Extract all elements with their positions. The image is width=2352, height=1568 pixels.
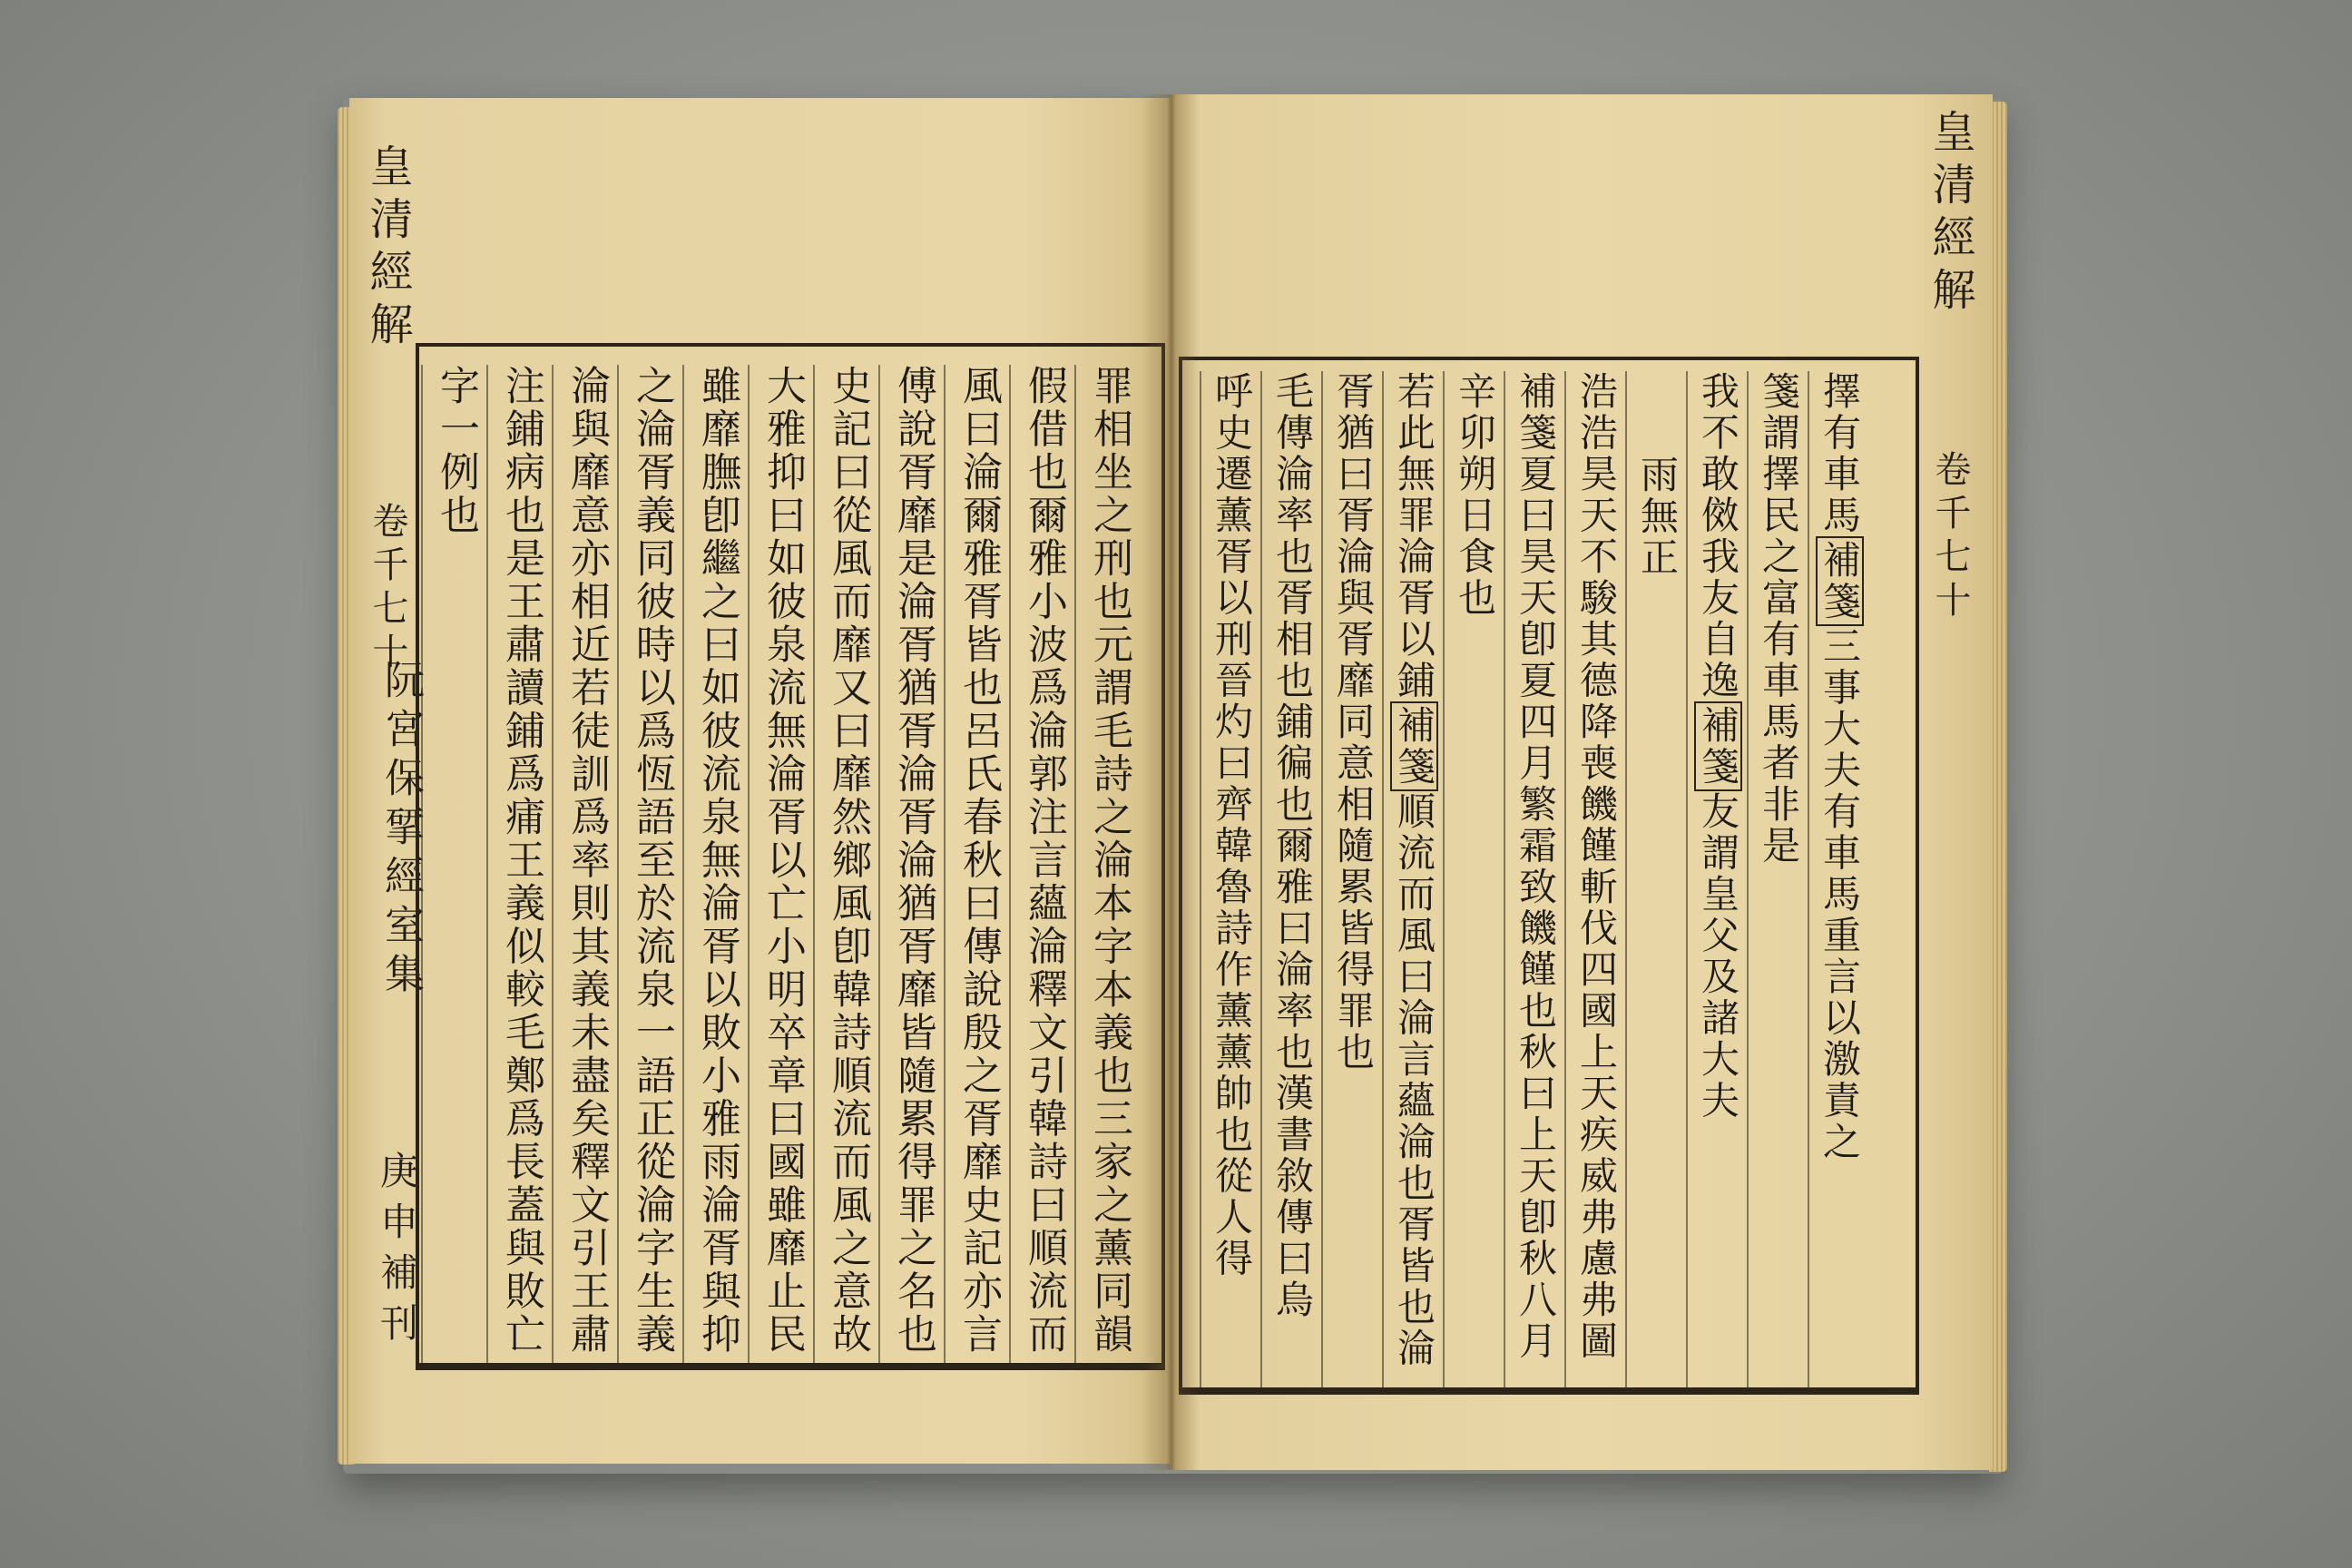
text-segment: 注鋪病也是王肅讀鋪爲痡王義似較毛鄭爲長蓋與敗亡 <box>498 365 544 1357</box>
text-segment: 我不敢傚我友自逸 <box>1696 371 1740 701</box>
text-segment: 假借也爾雅小波爲淪郭注言蘊淪釋文引韓詩曰順流而 <box>1021 365 1067 1357</box>
text-segment: 三事大夫有車馬重言以激責之 <box>1818 626 1862 1163</box>
right-text-frame <box>1179 357 1919 1395</box>
right-page-column-8 <box>1382 371 1443 1387</box>
right-page-column-6 <box>1504 371 1564 1387</box>
text-segment: 若此無罪淪胥以鋪 <box>1392 371 1436 701</box>
right-page-column-5 <box>1564 371 1625 1387</box>
left-page-column-4 <box>878 365 944 1363</box>
text-segment: 史記曰從風而靡又曰靡然鄉風卽韓詩順流而風之意故 <box>825 365 871 1357</box>
text-segment: 淪與靡意亦相近若徒訓爲率則其義未盡矣釋文引王肅 <box>564 365 610 1357</box>
text-segment: 箋謂擇民之富有車馬者非是 <box>1757 371 1801 867</box>
left-page-column-1 <box>1074 365 1140 1363</box>
left-page-column-5 <box>813 365 878 1363</box>
right-page-column-10 <box>1260 371 1321 1387</box>
text-segment: 擇有車馬 <box>1818 371 1862 536</box>
text-segment: 字一例也 <box>433 365 479 537</box>
bujian-marker: 補箋 <box>1694 701 1742 791</box>
text-segment: 罪相坐之刑也元謂毛詩之淪本字本義也三家之薰同韻 <box>1086 365 1132 1357</box>
right-page-column-9 <box>1321 371 1382 1387</box>
right-page-column-7 <box>1443 371 1504 1387</box>
left-page-column-8 <box>617 365 682 1363</box>
text-segment: 之淪胥義同彼時以爲恆語至於流泉一語正從淪字生義 <box>629 365 675 1357</box>
left-text-frame <box>416 343 1165 1370</box>
left-margin-juan: 卷千七十 <box>367 502 408 676</box>
right-page-column-3 <box>1686 371 1747 1387</box>
right-margin-title: 皇清經解 <box>1925 109 1975 319</box>
text-segment: 胥猶曰胥淪與胥靡同意相隨累皆得罪也 <box>1331 371 1376 1073</box>
text-segment: 雨無正 <box>1635 455 1680 579</box>
text-segment: 浩浩昊天不駿其德降喪饑饉斬伐四國上天疾威弗慮弗圖 <box>1574 371 1619 1362</box>
left-page-column-2 <box>1009 365 1074 1363</box>
text-segment: 毛傳淪率也胥相也鋪徧也爾雅曰淪率也漢書敘傳曰烏 <box>1270 371 1315 1321</box>
right-text-columns <box>1182 360 1916 1387</box>
right-margin-juan: 卷千七十 <box>1929 450 1971 624</box>
right-page-column-4 <box>1625 371 1686 1387</box>
right-page-column-11 <box>1200 371 1260 1387</box>
right-page-column-2 <box>1747 371 1808 1387</box>
left-page-column-9 <box>552 365 617 1363</box>
right-page-column-1 <box>1808 371 1868 1387</box>
text-segment: 雖靡膴卽繼之曰如彼流泉無淪胥以敗小雅雨淪胥與抑 <box>694 365 740 1357</box>
text-segment: 傅說胥靡是淪胥猶胥淪胥淪猶胥靡皆隨累得罪之名也 <box>890 365 936 1357</box>
text-segment: 辛卯朔日食也 <box>1453 371 1497 619</box>
text-segment: 友謂皇父及諸大夫 <box>1696 791 1740 1122</box>
text-segment: 風曰淪爾雅胥皆也呂氏春秋曰傳說殷之胥靡史記亦言 <box>956 365 1002 1357</box>
left-page <box>349 98 1170 1464</box>
text-segment: 大雅抑曰如彼泉流無淪胥以亡小明卒章曰國雖靡止民 <box>760 365 806 1357</box>
bujian-marker: 補箋 <box>1816 536 1864 626</box>
left-text-columns <box>419 347 1161 1363</box>
page-gutter <box>1143 94 1200 1470</box>
left-margin-edition: 庚申補刊 <box>375 1151 419 1354</box>
text-segment: 補箋夏曰昊天卽夏四月繁霜致饑饉也秋曰上天卽秋八月 <box>1514 371 1558 1362</box>
text-segment: 呼史遷薰胥以刑晉灼曰齊韓魯詩作薰薰帥也從人得 <box>1210 371 1254 1279</box>
left-page-column-10 <box>486 365 552 1363</box>
left-page-column-3 <box>944 365 1009 1363</box>
bujian-marker: 補箋 <box>1390 701 1438 791</box>
left-page-column-7 <box>682 365 748 1363</box>
left-margin-title: 皇清經解 <box>362 143 413 354</box>
right-page <box>1170 94 1993 1470</box>
left-page-column-6 <box>748 365 813 1363</box>
left-page-column-11 <box>421 365 486 1363</box>
text-segment: 順流而風曰淪言蘊淪也胥皆也淪 <box>1392 791 1436 1369</box>
left-margin-collection: 阮宮保揅經室集 <box>377 659 424 1002</box>
